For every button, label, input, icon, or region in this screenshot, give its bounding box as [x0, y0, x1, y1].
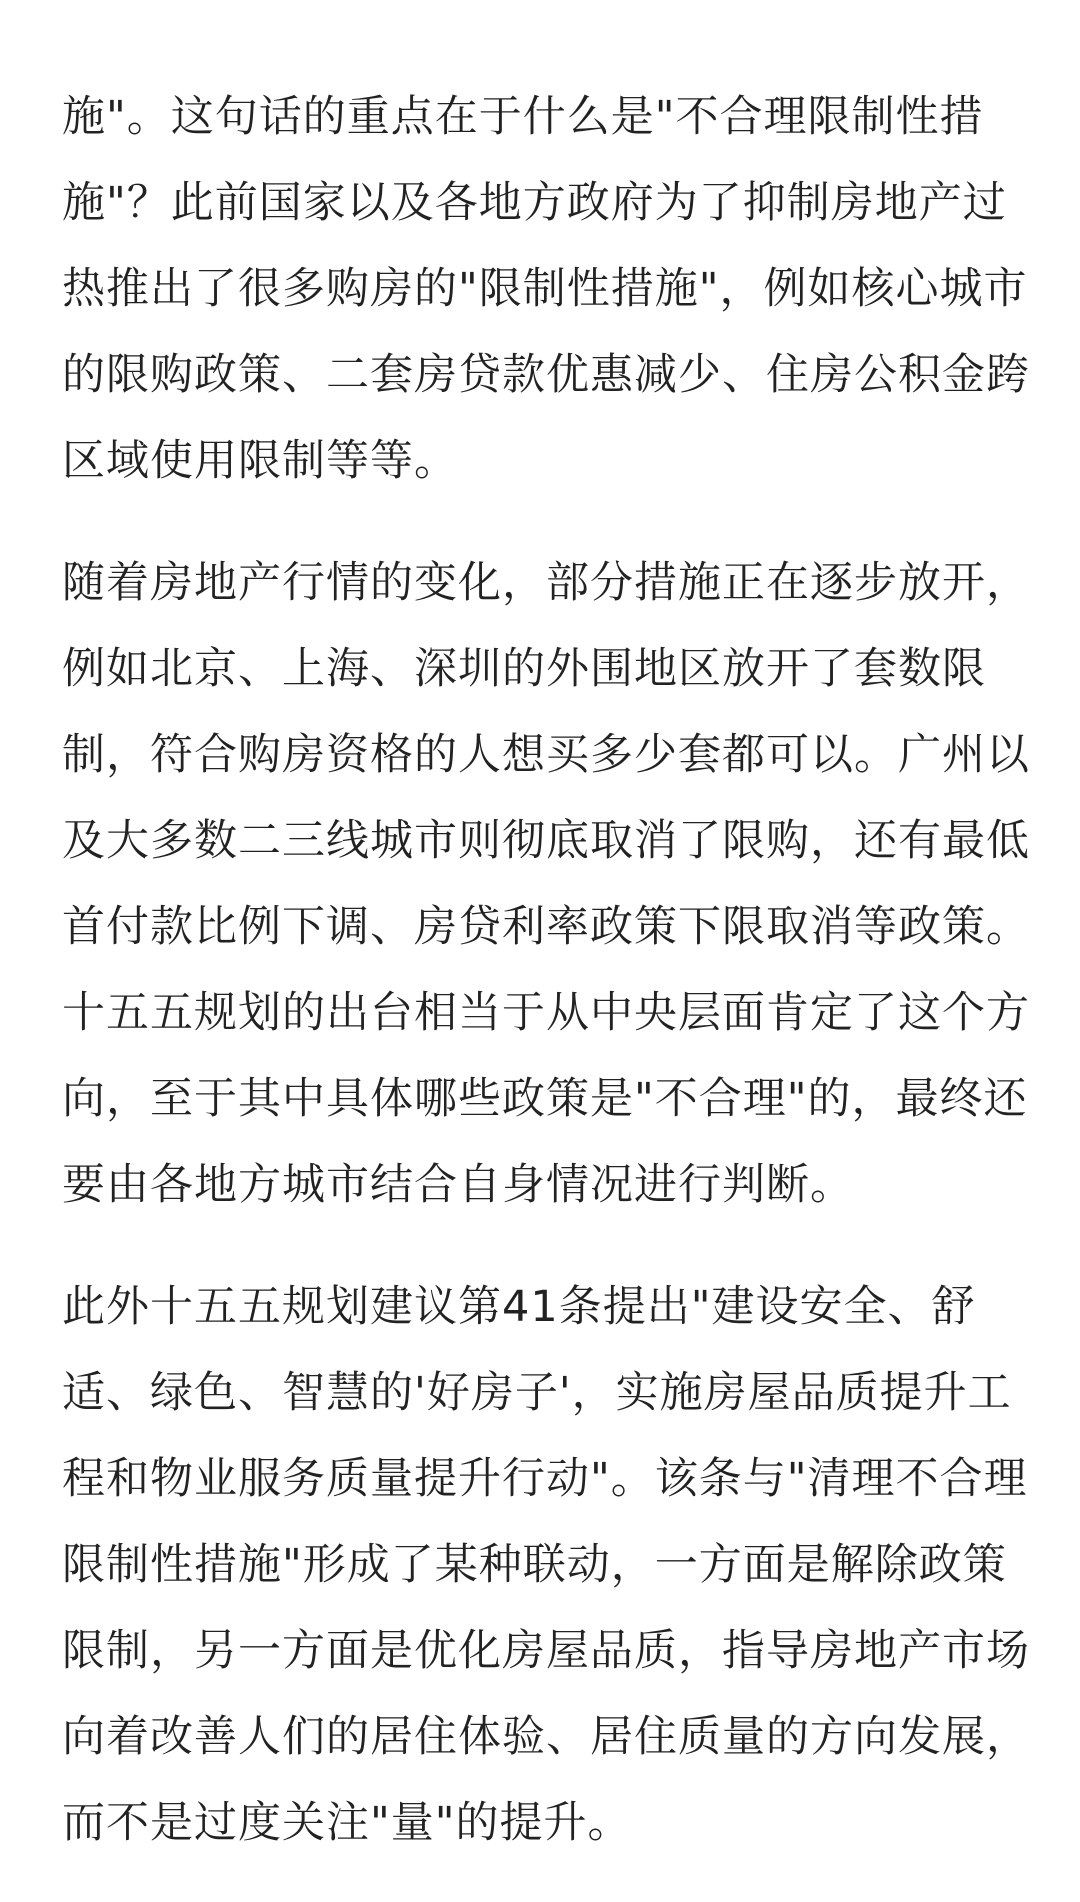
text-line: 的限购政策、二套房贷款优惠减少、住房公积金跨 [62, 350, 1030, 400]
paragraph-2 [62, 540, 1030, 1228]
text-line: 适、绿色、智慧的'好房子'，实施房屋品质提升工 [62, 1368, 1012, 1418]
text-line: 区域使用限制等等。 [62, 436, 458, 486]
text-line: 而不是过度关注"量"的提升。 [62, 1798, 632, 1848]
text-line: 施"？此前国家以及各地方政府为了抑制房地产过 [62, 178, 1007, 228]
article-body [62, 74, 1030, 1902]
text-line: 要由各地方城市结合自身情况进行判断。 [62, 1160, 854, 1210]
text-line: 例如北京、上海、深圳的外围地区放开了套数限 [62, 644, 986, 694]
text-line: 限制性措施"形成了某种联动，一方面是解除政策 [62, 1540, 1007, 1590]
text-line: 随着房地产行情的变化，部分措施正在逐步放开， [62, 558, 1030, 608]
text-line: 向，至于其中具体哪些政策是"不合理"的，最终还 [62, 1074, 1028, 1124]
text-line: 首付款比例下调、房贷利率政策下限取消等政策。 [62, 902, 1030, 952]
paragraph-1 [62, 74, 1030, 504]
text-line: 此外十五五规划建议第41条提出"建设安全、舒 [62, 1282, 976, 1332]
text-line: 制，符合购房资格的人想买多少套都可以。广州以 [62, 730, 1030, 780]
text-line: 限制，另一方面是优化房屋品质，指导房地产市场 [62, 1626, 1030, 1676]
text-line: 十五五规划的出台相当于从中央层面肯定了这个方 [62, 988, 1030, 1038]
paragraph-3 [62, 1264, 1030, 1866]
text-line: 热推出了很多购房的"限制性措施"，例如核心城市 [62, 264, 1028, 314]
text-line: 向着改善人们的居住体验、居住质量的方向发展， [62, 1712, 1030, 1762]
text-line: 施"。这句话的重点在于什么是"不合理限制性措 [62, 92, 984, 142]
text-line: 程和物业服务质量提升行动"。该条与"清理不合理 [62, 1454, 1028, 1504]
text-line: 及大多数二三线城市则彻底取消了限购，还有最低 [62, 816, 1030, 866]
